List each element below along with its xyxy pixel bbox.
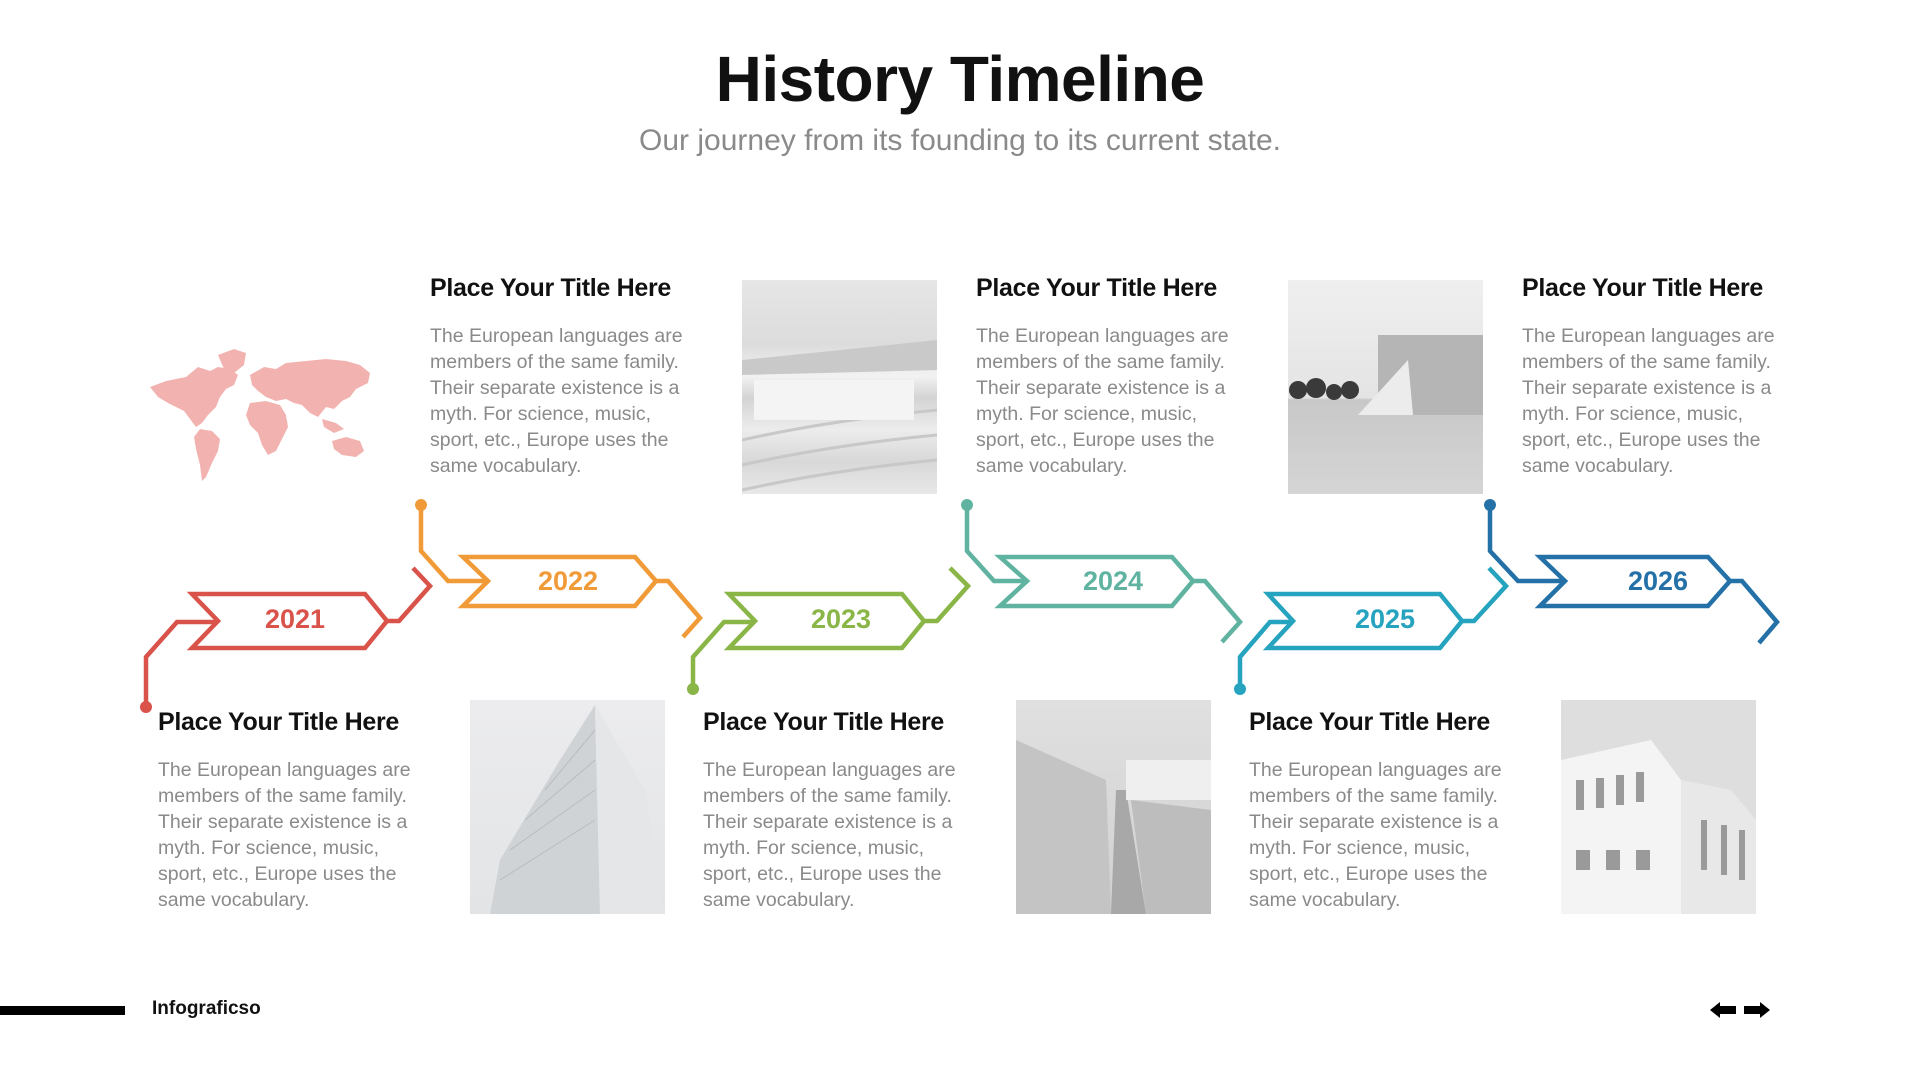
milestone-2021 [158, 708, 433, 913]
year-label-2026: 2026 [1627, 566, 1689, 596]
page-title: History Timeline [715, 43, 1205, 115]
milestone-description: The European languages are members of the same family. Their separate existence is a myth. For science, music, sport, etc., Europe uses the same vocabulary. [976, 325, 1229, 477]
footer-bar [0, 1006, 125, 1015]
milestone-2026 [1522, 274, 1797, 479]
year-label-2022: 2022 [537, 566, 599, 596]
milestone-2024 [976, 274, 1251, 479]
footer-brand: Infograficso [152, 998, 261, 1019]
year-label-2023: 2023 [810, 604, 872, 634]
year-label-2025: 2025 [1354, 604, 1416, 634]
milestone-description: The European languages are members of the same family. Their separate existence is a myth. For science, music, sport, etc., Europe uses the same vocabulary. [430, 325, 683, 477]
prev-arrow-icon[interactable] [1708, 1000, 1740, 1020]
milestone-title: Place Your Title Here [703, 708, 945, 736]
year-label-2021: 2021 [264, 604, 326, 634]
page-subtitle: Our journey from its founding to its current state. [639, 124, 1281, 157]
milestone-2022 [430, 274, 705, 479]
milestone-title: Place Your Title Here [976, 274, 1218, 302]
milestone-description: The European languages are members of the same family. Their separate existence is a myth. For science, music, sport, etc., Europe uses the same vocabulary. [158, 759, 411, 911]
milestone-description: The European languages are members of the same family. Their separate existence is a myth. For science, music, sport, etc., Europe uses the same vocabulary. [703, 759, 956, 911]
year-label-2024: 2024 [1082, 566, 1144, 596]
milestone-title: Place Your Title Here [158, 708, 400, 736]
milestone-2025 [1249, 708, 1524, 913]
milestone-2023 [703, 708, 978, 913]
next-arrow-icon[interactable] [1740, 1000, 1772, 1020]
milestone-description: The European languages are members of the same family. Their separate existence is a myth. For science, music, sport, etc., Europe uses the same vocabulary. [1522, 325, 1775, 477]
milestone-description: The European languages are members of the same family. Their separate existence is a myth. For science, music, sport, etc., Europe uses the same vocabulary. [1249, 759, 1502, 911]
milestone-title: Place Your Title Here [430, 274, 672, 302]
milestone-title: Place Your Title Here [1249, 708, 1491, 736]
milestone-title: Place Your Title Here [1522, 274, 1764, 302]
